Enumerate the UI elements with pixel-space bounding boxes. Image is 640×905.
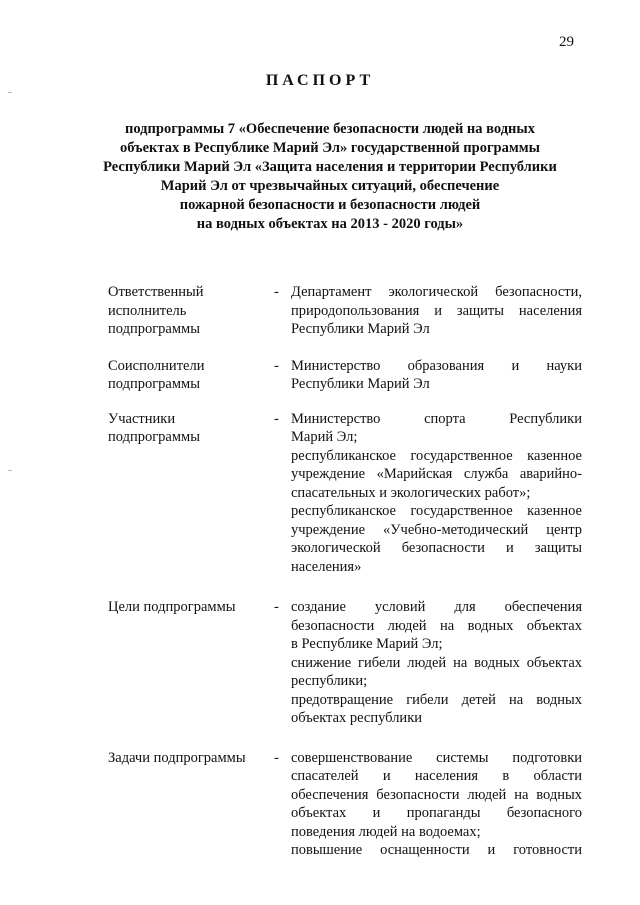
- row-value-line: учреждение «Марийская служба аварийно-: [291, 466, 582, 482]
- row-value-line: населения»: [291, 558, 362, 575]
- row-value-line: создание условий для обеспечения: [291, 599, 582, 615]
- row-label: [108, 410, 274, 577]
- row-value-line: предотвращение гибели детей на водных: [291, 691, 582, 708]
- row-value-line: Департамент экологической безопасности,: [291, 284, 582, 300]
- row-value: [291, 357, 582, 394]
- row-value-line: повышение оснащенности и готовности: [291, 842, 582, 858]
- passport-table: [108, 283, 582, 860]
- row-dash: -: [274, 599, 279, 615]
- row-value-line: объектах и пропаганды безопасного: [291, 805, 582, 821]
- row-value-line: обеспечения безопасности людей на водных: [291, 786, 582, 803]
- scan-margin-mark: [8, 92, 12, 93]
- row-label-line: подпрограммы: [108, 429, 200, 445]
- passport-row-responsible-executor: [108, 283, 582, 339]
- passport-row-participants: [108, 410, 582, 577]
- row-value-line: снижение гибели людей на водных объектах: [291, 654, 582, 671]
- page-number: 29: [559, 34, 574, 50]
- row-value-line: природопользования и защиты населения: [291, 302, 582, 319]
- row-value-line: республиканское государственное казенное: [291, 447, 582, 464]
- passport-row-co-executors: [108, 357, 582, 394]
- row-label-line: Соисполнители: [108, 357, 205, 374]
- subtitle-line: Республики Марий Эл «Защита населения и территории Республики: [103, 159, 557, 175]
- subtitle-line: на водных объектах на 2013 - 2020 годы»: [196, 216, 464, 232]
- subtitle-line: подпрограммы 7 «Обеспечение безопасности людей на водных: [125, 121, 535, 137]
- row-value-line: республики;: [291, 673, 368, 689]
- row-value-line: объектах республики: [291, 710, 422, 726]
- row-label-line: Участники: [108, 410, 176, 427]
- row-value: [291, 283, 582, 339]
- passport-row-tasks: [108, 749, 582, 860]
- row-label-line: подпрограммы: [108, 321, 200, 337]
- row-dash: -: [274, 284, 279, 300]
- row-label: [108, 283, 274, 339]
- row-value-line: в Республике Марий Эл;: [291, 636, 443, 652]
- row-value-line: Республики Марий Эл: [291, 376, 430, 392]
- document-title: ПАСПОРТ: [265, 72, 375, 89]
- row-label: [108, 749, 274, 860]
- row-value-line: безопасности людей на водных объектах: [291, 617, 582, 634]
- row-label-line: Ответственный: [108, 284, 204, 300]
- row-value-line: экологической безопасности и защиты: [291, 540, 582, 556]
- row-value: [291, 749, 582, 860]
- row-label: [108, 598, 274, 728]
- passport-row-goals: [108, 598, 582, 728]
- subtitle-line: пожарной безопасности и безопасности людей: [179, 197, 481, 213]
- row-value-line: республиканское государственное казенное: [291, 503, 582, 519]
- row-label: [108, 357, 274, 394]
- row-value-line: Марий Эл;: [291, 429, 358, 445]
- row-value-line: Министерство спорта Республики: [291, 410, 582, 427]
- row-value-line: совершенствование системы подготовки: [291, 749, 582, 766]
- row-value: [291, 410, 582, 577]
- row-value-line: Министерство образования и науки: [291, 357, 582, 374]
- row-dash: -: [274, 749, 279, 766]
- subtitle-line: Марий Эл от чрезвычайных ситуаций, обеспечение: [160, 178, 500, 194]
- row-value-line: спасательных и экологических работ»;: [291, 484, 531, 501]
- row-value-line: поведения людей на водоемах;: [291, 823, 481, 840]
- row-value-line: спасателей и населения в области: [291, 768, 582, 784]
- row-dash: -: [274, 410, 279, 427]
- row-value-line: Республики Марий Эл: [291, 321, 430, 337]
- row-label-line: Цели подпрограммы: [108, 599, 236, 615]
- subtitle-line: объектах в Республике Марий Эл» государственной программы: [120, 140, 540, 156]
- row-value-line: учреждение «Учебно-методический центр: [291, 521, 582, 538]
- row-dash: -: [274, 357, 279, 374]
- row-label-line: Задачи подпрограммы: [108, 749, 246, 766]
- row-value: [291, 598, 582, 728]
- row-label-line: исполнитель: [108, 302, 187, 319]
- row-label-line: подпрограммы: [108, 376, 200, 392]
- document-subtitle: [100, 120, 560, 234]
- scan-margin-mark: [8, 470, 12, 471]
